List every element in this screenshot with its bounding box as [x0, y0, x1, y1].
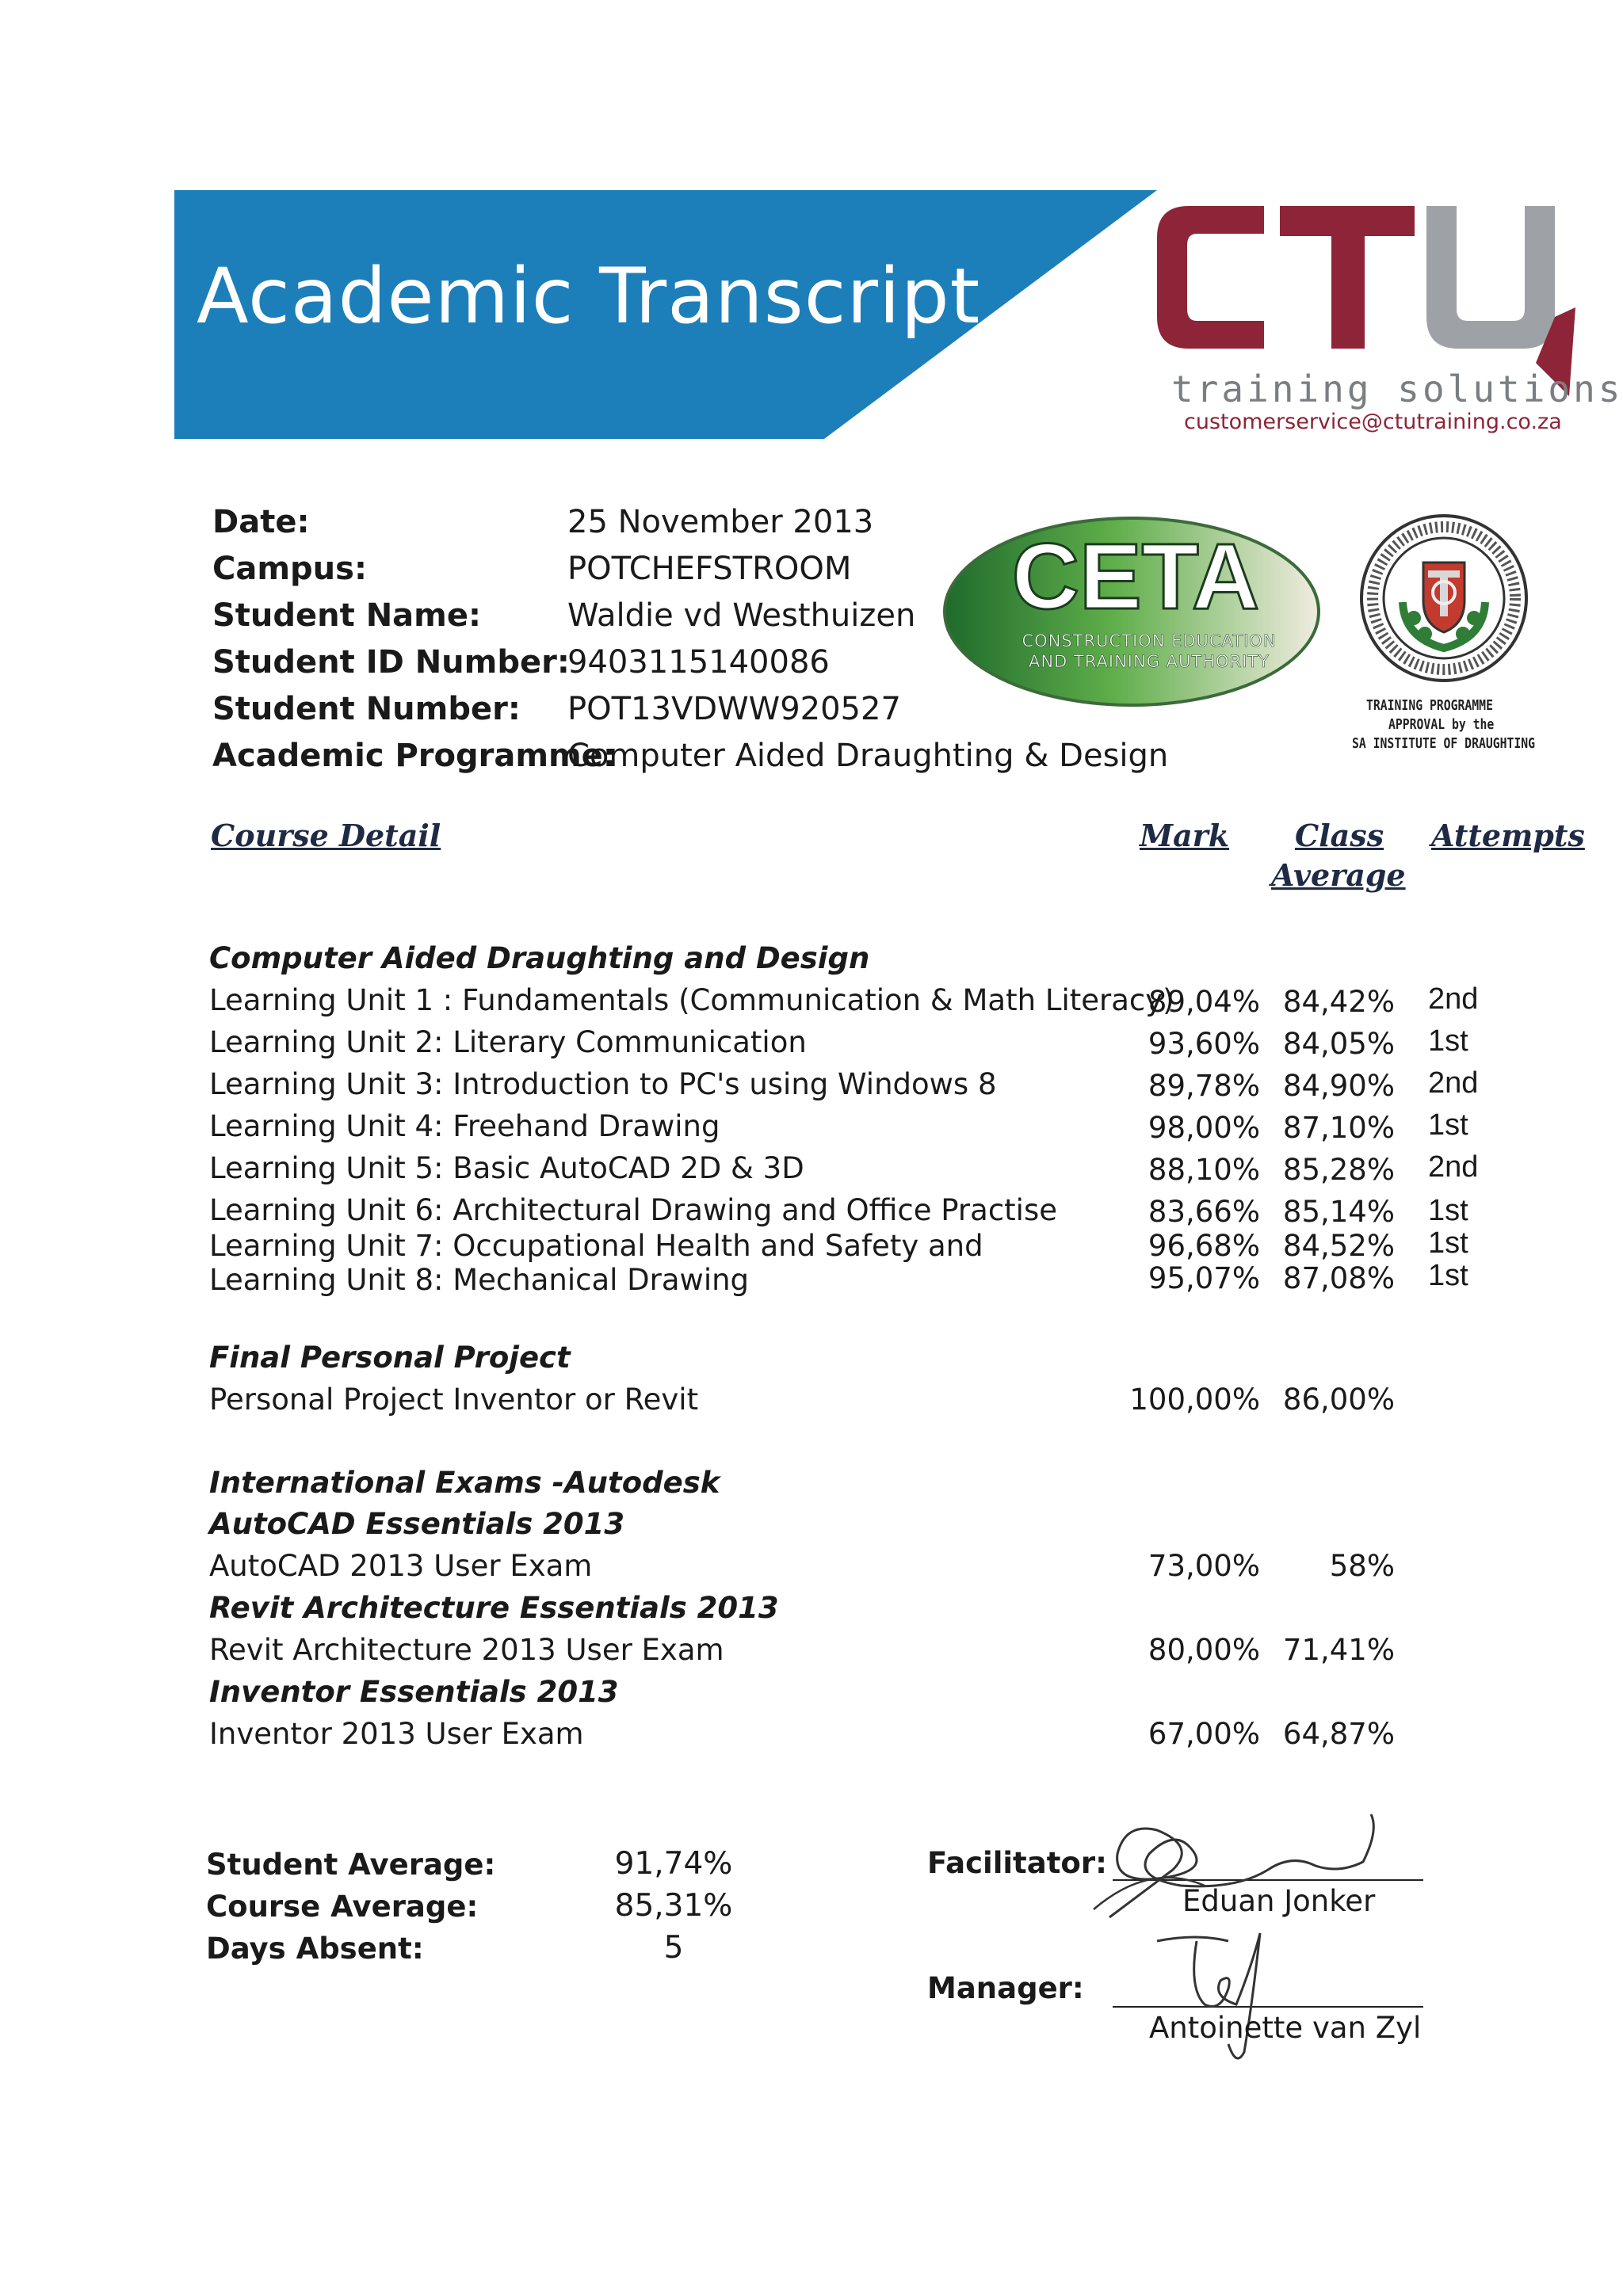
- course-row-name: Learning Unit 3: Introduction to PC's using Windows 8: [209, 1067, 997, 1101]
- course-row-attempts: 1st: [1428, 1108, 1468, 1142]
- facilitator-label: Facilitator:: [927, 1846, 1107, 1880]
- course-row-name: Learning Unit 7: Occupational Health and Safety and: [209, 1229, 983, 1263]
- facilitator-name: Eduan Jonker: [1182, 1884, 1376, 1918]
- course-row-mark: 98,00%: [1148, 1111, 1260, 1145]
- course-row-mark: 83,66%: [1148, 1195, 1260, 1229]
- course-row-mark: 89,78%: [1148, 1069, 1260, 1103]
- course-row-average: 85,14%: [1282, 1195, 1395, 1229]
- course-row-mark: 95,07%: [1148, 1261, 1260, 1295]
- course-row-average: 71,41%: [1282, 1633, 1395, 1667]
- student-name-label: Student Name:: [212, 597, 481, 634]
- days-absent-label: Days Absent:: [206, 1932, 424, 1966]
- section-title-project: Final Personal Project: [209, 1341, 571, 1375]
- section-title-cadd: Computer Aided Draughting and Design: [209, 941, 870, 975]
- course-row-attempts: 1st: [1428, 1259, 1468, 1292]
- ceta-line-2: AND TRAINING AUTHORITY: [1029, 652, 1270, 671]
- ceta-logo: [941, 515, 1322, 709]
- course-row-average: 84,42%: [1282, 985, 1395, 1019]
- page-title: Academic Transcript: [197, 252, 981, 341]
- programme-value: Computer Aided Draughting & Design: [567, 738, 1169, 774]
- course-row-attempts: 1st: [1428, 1226, 1468, 1260]
- course-row-name: Revit Architecture 2013 User Exam: [209, 1633, 724, 1667]
- date-value: 25 November 2013: [567, 504, 874, 540]
- course-row-average: 84,90%: [1282, 1069, 1395, 1103]
- course-row-attempts: 1st: [1428, 1194, 1468, 1227]
- course-row-name: Learning Unit 1 : Fundamentals (Communication & Math Literacy): [209, 983, 1174, 1017]
- course-row-average: 84,52%: [1282, 1229, 1395, 1263]
- course-row-name: Personal Project Inventor or Revit: [209, 1383, 699, 1417]
- course-row-attempts: 2nd: [1428, 982, 1479, 1016]
- course-row-mark: 67,00%: [1148, 1717, 1260, 1751]
- course-row-mark: 80,00%: [1148, 1633, 1260, 1667]
- programme-label: Academic Programme:: [212, 738, 616, 774]
- course-row-mark: 93,60%: [1148, 1027, 1260, 1061]
- attempts-header: Attempts: [1431, 818, 1585, 853]
- course-detail-header: Course Detail: [211, 818, 441, 853]
- section-title-international: International Exams -Autodesk: [209, 1466, 720, 1500]
- student-number-label: Student Number:: [212, 691, 521, 727]
- course-row-mark: 100,00%: [1129, 1383, 1260, 1417]
- days-absent-value: 5: [663, 1930, 684, 1966]
- subsection-title-inventor: Inventor Essentials 2013: [209, 1675, 619, 1709]
- course-row-name: Learning Unit 5: Basic AutoCAD 2D & 3D: [209, 1151, 804, 1185]
- course-row-name: Learning Unit 8: Mechanical Drawing: [209, 1263, 750, 1297]
- seal-caption-3: SA INSTITUTE OF DRAUGHTING: [1352, 735, 1536, 752]
- course-row-name: Learning Unit 2: Literary Communication: [209, 1025, 807, 1059]
- subsection-title-autocad: AutoCAD Essentials 2013: [209, 1507, 625, 1541]
- course-row-attempts: 2nd: [1428, 1150, 1479, 1184]
- seal-caption-2: APPROVAL by the: [1388, 716, 1495, 733]
- logo-subtitle: training solutions: [1171, 368, 1623, 410]
- campus-label: Campus:: [212, 551, 367, 587]
- seal-caption-1: TRAINING PROGRAMME: [1366, 697, 1493, 714]
- class-average-header-line2: Average: [1271, 857, 1406, 893]
- course-row-average: 64,87%: [1282, 1717, 1395, 1751]
- course-row-mark: 96,68%: [1148, 1229, 1260, 1263]
- date-label: Date:: [212, 504, 310, 540]
- student-average-label: Student Average:: [206, 1848, 496, 1882]
- course-row-mark: 89,04%: [1148, 985, 1260, 1019]
- class-average-header-line1: Class: [1295, 818, 1384, 853]
- manager-name: Antoinette van Zyl: [1149, 2011, 1422, 2045]
- course-average-value: 85,31%: [614, 1888, 733, 1924]
- subsection-title-revit: Revit Architecture Essentials 2013: [209, 1591, 779, 1625]
- ceta-line-1: CONSTRUCTION EDUCATION: [1022, 631, 1277, 650]
- course-row-mark: 88,10%: [1148, 1153, 1260, 1187]
- course-average-label: Course Average:: [206, 1890, 479, 1924]
- student-number-value: POT13VDWW920527: [567, 691, 901, 727]
- student-average-value: 91,74%: [614, 1846, 733, 1882]
- course-row-name: Inventor 2013 User Exam: [209, 1717, 584, 1751]
- course-row-average: 58%: [1329, 1549, 1395, 1583]
- course-row-mark: 73,00%: [1148, 1549, 1260, 1583]
- student-name-value: Waldie vd Westhuizen: [567, 597, 916, 634]
- ceta-wordmark: CETA: [1011, 524, 1260, 629]
- course-row-name: Learning Unit 4: Freehand Drawing: [209, 1109, 720, 1143]
- sa-institute-seal: [1357, 507, 1531, 689]
- student-id-label: Student ID Number:: [212, 644, 570, 681]
- course-row-average: 87,10%: [1282, 1111, 1395, 1145]
- course-row-name: AutoCAD 2013 User Exam: [209, 1549, 593, 1583]
- contact-email: customerservice@ctutraining.co.za: [1184, 410, 1562, 434]
- course-row-name: Learning Unit 6: Architectural Drawing and Office Practise: [209, 1193, 1057, 1227]
- course-row-average: 84,05%: [1282, 1027, 1395, 1061]
- mark-header: Mark: [1140, 818, 1230, 853]
- manager-label: Manager:: [927, 1971, 1084, 2005]
- course-row-average: 85,28%: [1282, 1153, 1395, 1187]
- course-row-average: 87,08%: [1282, 1261, 1395, 1295]
- course-row-attempts: 2nd: [1428, 1066, 1479, 1100]
- manager-signature: [1133, 1917, 1323, 2076]
- course-row-average: 86,00%: [1282, 1383, 1395, 1417]
- course-row-attempts: 1st: [1428, 1024, 1468, 1058]
- student-id-value: 9403115140086: [567, 644, 830, 681]
- campus-value: POTCHEFSTROOM: [567, 551, 852, 587]
